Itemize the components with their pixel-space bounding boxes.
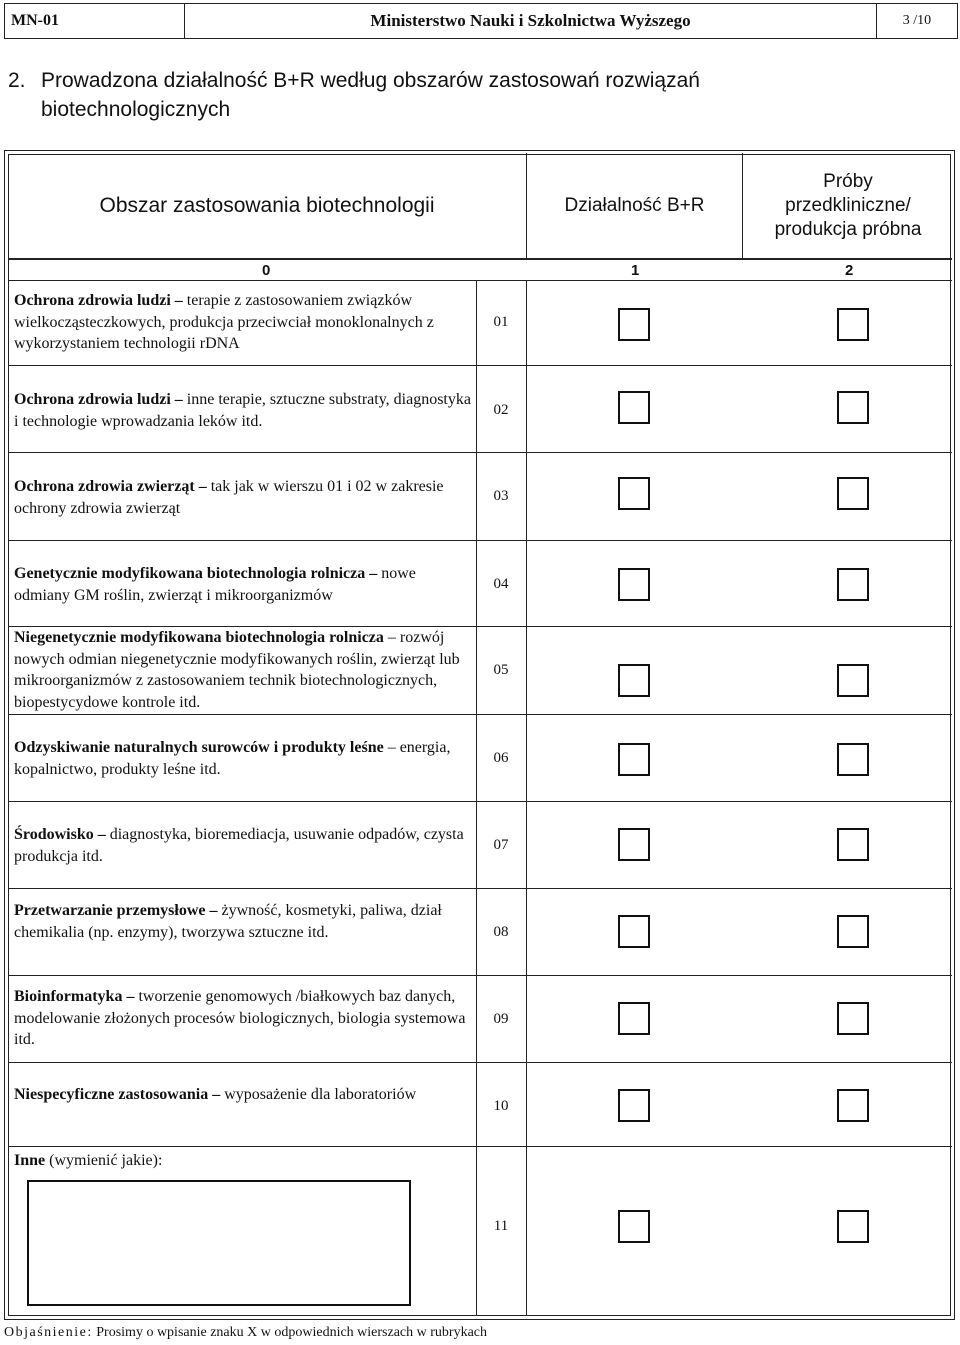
row-code: 11: [493, 1218, 509, 1234]
row-line: [8, 975, 952, 976]
checkbox-rd-06[interactable]: [618, 743, 650, 776]
section-title: [8, 66, 908, 124]
row-01-label: Ochrona zdrowia ludzi – terapie z zastosowaniem związków wielkocząsteczkowych, produkcja przeciwciał monoklonalnych z wykorzystaniem technologii rDNA: [14, 292, 434, 352]
checkbox-preclinical-02[interactable]: [837, 391, 869, 424]
row-04-label: Genetycznie modyfikowana biotechnologia rolnicza – nowe odmiany GM roślin, zwierząt i mikroorganizmów: [14, 565, 416, 604]
row-code: 04: [493, 576, 509, 592]
checkbox-rd-04[interactable]: [618, 568, 650, 601]
row-line: [8, 540, 952, 541]
row-code: 03: [493, 488, 509, 504]
checkbox-preclinical-05[interactable]: [837, 664, 869, 697]
document-header: [4, 3, 958, 39]
column-header-preclinical-line3: produkcja próbna: [774, 219, 922, 240]
checkbox-preclinical-04[interactable]: [837, 568, 869, 601]
checkbox-preclinical-07[interactable]: [837, 828, 869, 861]
form-code: MN-01: [5, 4, 185, 38]
column-number-1: 1: [631, 262, 640, 279]
row-07-label: Środowisko – diagnostyka, bioremediacja, usuwanie odpadów, czysta produkcja itd.: [14, 826, 464, 865]
other-specify-input[interactable]: [27, 1180, 411, 1306]
checkbox-rd-10[interactable]: [618, 1089, 650, 1122]
section-number: 2.: [8, 69, 26, 92]
checkbox-preclinical-08[interactable]: [837, 915, 869, 948]
checkbox-preclinical-01[interactable]: [837, 308, 869, 341]
row-code: 01: [493, 314, 509, 330]
checkbox-rd-01[interactable]: [618, 308, 650, 341]
row-code: 02: [493, 402, 509, 418]
checkbox-rd-03[interactable]: [618, 477, 650, 510]
footnote-label: Objaśnienie:: [4, 1325, 93, 1340]
section-title-line2: biotechnologicznych: [41, 98, 231, 121]
row-03-label: Ochrona zdrowia zwierząt – tak jak w wierszu 01 i 02 w zakresie ochrony zdrowia zwierząt: [14, 478, 444, 517]
row-02-label: Ochrona zdrowia ludzi – inne terapie, sztuczne substraty, diagnostyka i technologie wprowadzania leków itd.: [14, 391, 471, 430]
column-header-rd: Działalność B+R: [564, 195, 705, 216]
row-code: 07: [493, 837, 509, 853]
checkbox-rd-05[interactable]: [618, 664, 650, 697]
footnote-text: Prosimy o wpisanie znaku X w odpowiednich wierszach w rubrykach: [92, 1325, 488, 1340]
checkbox-preclinical-09[interactable]: [837, 1002, 869, 1035]
row-05-label: Niegenetycznie modyfikowana biotechnologia rolnicza – rozwój nowych odmian niegenetycznie modyfikowanych roślin, zwierząt lub mikroorganizmów z zastosowaniem technik biotechnologicznych, biopestycydowe kontrole itd.: [14, 629, 460, 711]
footnote: [4, 1325, 487, 1341]
header-bottom-line: [8, 258, 952, 260]
checkbox-rd-11[interactable]: [618, 1210, 650, 1243]
row-line: [8, 280, 952, 281]
column-header-preclinical: [743, 154, 953, 258]
code-column-right-border: [526, 280, 527, 1316]
section-title-line1: Prowadzona działalność B+R według obszarów zastosowań rozwiązań: [41, 69, 700, 92]
row-line: [8, 1062, 952, 1063]
checkbox-preclinical-10[interactable]: [837, 1089, 869, 1122]
checkbox-preclinical-03[interactable]: [837, 477, 869, 510]
row-line: [8, 365, 952, 366]
row-line: [8, 1146, 952, 1147]
column-header-area: Obszar zastosowania biotechnologii: [99, 194, 435, 217]
header-divider-1: [526, 153, 527, 259]
column-header-preclinical-line2: przedkliniczne/: [785, 195, 911, 216]
row-11-label: Inne (wymienić jakie):: [14, 1152, 163, 1169]
ministry-name: Ministerstwo Nauki i Szkolnictwa Wyższego: [185, 4, 877, 38]
row-06-label: Odzyskiwanie naturalnych surowców i produkty leśne – energia, kopalnictwo, produkty leśne itd.: [14, 739, 451, 778]
row-10-label: Niespecyficzne zastosowania – wyposażenie dla laboratoriów: [14, 1086, 417, 1103]
row-code: 06: [493, 750, 509, 766]
page-number: 3 /10: [902, 13, 932, 28]
row-code: 10: [493, 1098, 509, 1114]
row-line: [8, 888, 952, 889]
checkbox-rd-09[interactable]: [618, 1002, 650, 1035]
checkbox-rd-02[interactable]: [618, 391, 650, 424]
checkbox-rd-07[interactable]: [618, 828, 650, 861]
row-line: [8, 714, 952, 715]
column-number-2: 2: [845, 262, 854, 279]
row-code: 09: [493, 1011, 509, 1027]
header-divider-2: [742, 153, 743, 259]
row-code: 08: [493, 924, 509, 940]
row-line: [8, 452, 952, 453]
row-08-label: Przetwarzanie przemysłowe – żywność, kosmetyki, paliwa, dział chemikalia (np. enzymy), tworzywa sztuczne itd.: [14, 902, 442, 941]
checkbox-preclinical-06[interactable]: [837, 743, 869, 776]
column-number-0: 0: [262, 262, 271, 279]
checkbox-preclinical-11[interactable]: [837, 1210, 869, 1243]
column-header-preclinical-line1: Próby: [823, 171, 873, 192]
row-code: 05: [493, 662, 509, 678]
code-column-left-border: [476, 280, 477, 1316]
row-09-label: Bioinformatyka – tworzenie genomowych /białkowych baz danych, modelowanie złożonych procesów biologicznych, biologia systemowa itd.: [14, 988, 466, 1048]
checkbox-rd-08[interactable]: [618, 915, 650, 948]
row-line: [8, 801, 952, 802]
